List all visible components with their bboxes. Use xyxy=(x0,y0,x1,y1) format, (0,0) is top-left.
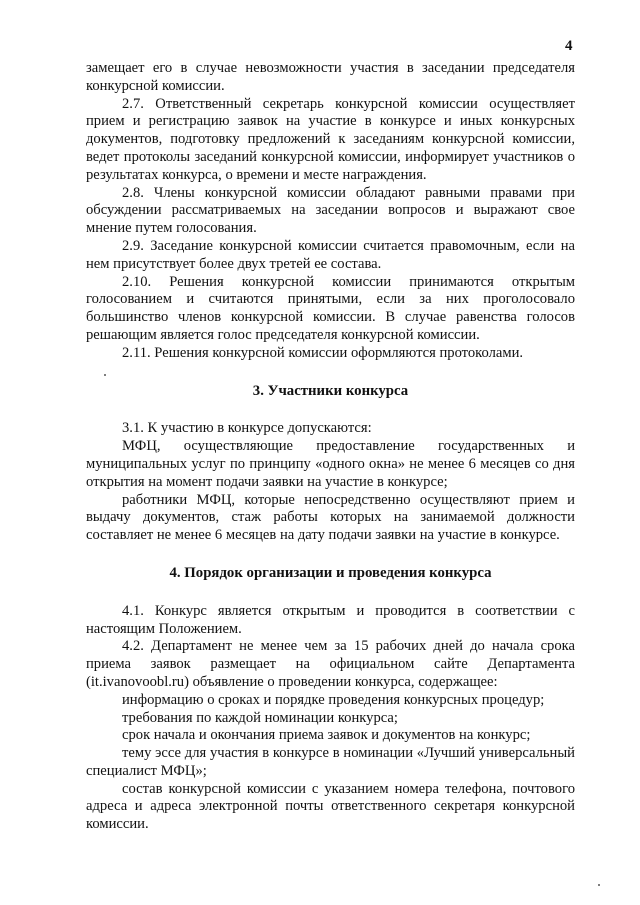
scan-speck xyxy=(104,374,106,376)
list-item-deadlines: срок начала и окончания приема заявок и документов на конкурс; xyxy=(122,727,531,744)
paragraph-2-7: 2.7. Ответственный секретарь конкурсной комиссии осуществляет прием и регистрацию заявок на участие в конкурсе и иных конкурсных документов, подготовку предложений к заседаниям конкурсной комиссии, ведет протоколы заседаний конкурсной комиссии, информирует участников о результатах конкурса, о времени и месте награждения. xyxy=(86,95,575,183)
section-3-heading: 3. Участники конкурса xyxy=(252,382,409,399)
page-number: 4 xyxy=(565,38,573,54)
list-item-essay-topic: тему эссе для участия в конкурсе в номинации «Лучший универсальный специалист МФЦ»; xyxy=(86,745,575,779)
paragraph-4-1: 4.1. Конкурс является открытым и проводится в соответствии с настоящим Положением. xyxy=(86,602,575,637)
paragraph-4-2: 4.2. Департамент не менее чем за 15 рабочих дней до начала срока приема заявок размещает на официальном сайте Департамента (it.ivanovoobl.ru) объявление о проведении конкурса, содержащее: xyxy=(86,638,575,690)
list-item-schedule: информацию о сроках и порядке проведения конкурсных процедур; xyxy=(122,691,545,708)
paragraph-3-1: 3.1. К участию в конкурсе допускаются: xyxy=(122,420,372,437)
list-item-commission: состав конкурсной комиссии с указанием номера телефона, почтового адреса и адреса электронной почты ответственного секретаря конкурсной комиссии. xyxy=(86,780,575,833)
section-4-heading: 4. Порядок организации и проведения конкурса xyxy=(169,564,492,581)
paragraph-2-9: 2.9. Заседание конкурсной комиссии считается правомочным, если на нем присутствует более двух третей ее состава. xyxy=(86,237,575,272)
paragraph-2-8: 2.8. Члены конкурсной комиссии обладают равными правами при обсуждении рассматриваемых на заседании вопросов и выражают свое мнение путем голосования. xyxy=(86,184,575,237)
paragraph-continuation: замещает его в случае невозможности участия в заседании председателя конкурсной комиссии. xyxy=(86,60,575,94)
list-item-requirements: требования по каждой номинации конкурса; xyxy=(122,709,398,726)
paragraph-3-mfc: МФЦ, осуществляющие предоставление государственных и муниципальных услуг по принципу «одного окна» не менее 6 месяцев со дня открытия на момент подачи заявки на участие в конкурсе; xyxy=(86,438,575,490)
paragraph-3-workers: работники МФЦ, которые непосредственно осуществляют прием и выдачу документов, стаж работы которых на занимаемой должности составляет не менее 6 месяцев на дату подачи заявки на участие в конкурсе. xyxy=(86,491,575,544)
paragraph-2-11: 2.11. Решения конкурсной комиссии оформляются протоколами. xyxy=(122,344,524,361)
paragraph-2-10: 2.10. Решения конкурсной комиссии принимаются открытым голосованием и считаются принятыми, если за них проголосовало большинство членов конкурсной комиссии. В случае равенства голосов решающим является голос председателя конкурсной комиссии. xyxy=(86,273,575,343)
scan-speck xyxy=(598,884,600,886)
document-body xyxy=(86,60,575,834)
